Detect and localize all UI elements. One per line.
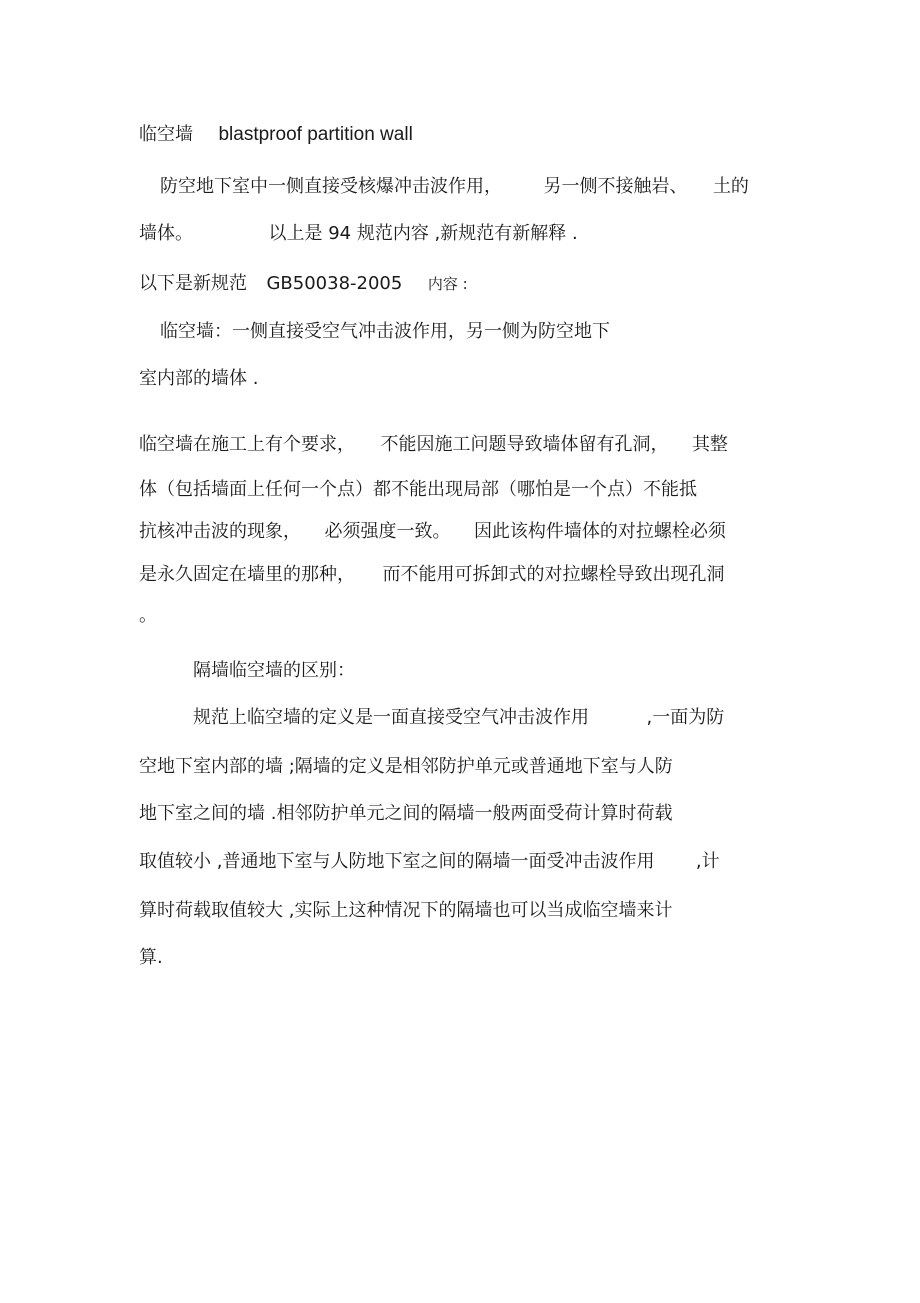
- text-segment: ,计: [695, 851, 720, 872]
- text-segment: 空地下室内部的墙 ;隔墙的定义是相邻防护单元或普通地下室与人防: [139, 756, 673, 777]
- text-segment: 。: [139, 605, 157, 626]
- paragraph-line: [160, 320, 610, 344]
- paragraph-line: [139, 478, 697, 502]
- text-segment: 防空地下室中一侧直接受核爆冲击波作用，: [160, 176, 502, 197]
- text-segment: 另一侧不接触岩、: [543, 176, 688, 197]
- paragraph-line: [160, 175, 749, 199]
- text-segment: 因此该构件墙体的对拉螺栓必须: [473, 521, 726, 542]
- text-segment: 其整: [691, 434, 728, 455]
- text-segment: 内容 :: [427, 275, 468, 293]
- text-segment: 以上是 94 规范内容 ,新规范有新解释 .: [268, 223, 578, 244]
- paragraph-line: [139, 520, 726, 544]
- text-segment: 室内部的墙体 .: [139, 368, 259, 389]
- text-segment: 必须强度一致。: [324, 521, 451, 542]
- paragraph-line: [139, 563, 724, 587]
- standard-code: GB50038-2005: [266, 273, 403, 294]
- text-segment: ,一面为防: [646, 707, 725, 728]
- text-segment: 算时荷载取值较大 ,实际上这种情况下的隔墙也可以当成临空墙来计: [139, 900, 673, 921]
- text-segment: 土的: [712, 176, 749, 197]
- paragraph-line: [193, 706, 724, 730]
- page-title: [139, 123, 413, 147]
- text-segment: 以下是新规范: [139, 273, 247, 294]
- text-segment: 取值较小 ,普通地下室与人防地下室之间的隔墙一面受冲击波作用: [139, 851, 655, 872]
- text-segment: 隔墙临空墙的区别：: [193, 660, 355, 681]
- text-segment: 是永久固定在墙里的那种，: [139, 564, 355, 585]
- text-segment: 体（包括墙面上任何一个点）都不能出现局部（哪怕是一个点）不能抵: [139, 479, 697, 500]
- title-chinese: 临空墙: [139, 124, 193, 145]
- paragraph-line: [139, 367, 258, 391]
- text-segment: 规范上临空墙的定义是一面直接受空气冲击波作用: [193, 707, 589, 728]
- text-segment: 临空墙在施工上有个要求，: [139, 434, 355, 455]
- section-heading: [193, 659, 355, 683]
- text-segment: 不能因施工问题导致墙体留有孔洞，: [380, 434, 669, 455]
- text-segment: 而不能用可拆卸式的对拉螺栓导致出现孔洞: [382, 564, 725, 585]
- text-segment: 临空墙：一侧直接受空气冲击波作用，另一侧为防空地下: [160, 321, 610, 342]
- paragraph-line: [139, 899, 672, 923]
- title-english: blastproof partition wall: [218, 124, 413, 145]
- text-segment: 地下室之间的墙 .相邻防护单元之间的隔墙一般两面受荷计算时荷载: [139, 803, 673, 824]
- text-segment: 算.: [139, 947, 163, 968]
- paragraph-line: [139, 946, 163, 970]
- text-segment: 抗核冲击波的现象，: [139, 521, 301, 542]
- paragraph-line: [139, 850, 720, 874]
- paragraph-line: [139, 802, 672, 826]
- paragraph-line: [139, 433, 728, 457]
- paragraph-line: [139, 604, 157, 628]
- paragraph-line: [139, 272, 468, 296]
- paragraph-line: [139, 222, 578, 246]
- paragraph-line: [139, 755, 673, 779]
- text-segment: 墙体。: [139, 223, 193, 244]
